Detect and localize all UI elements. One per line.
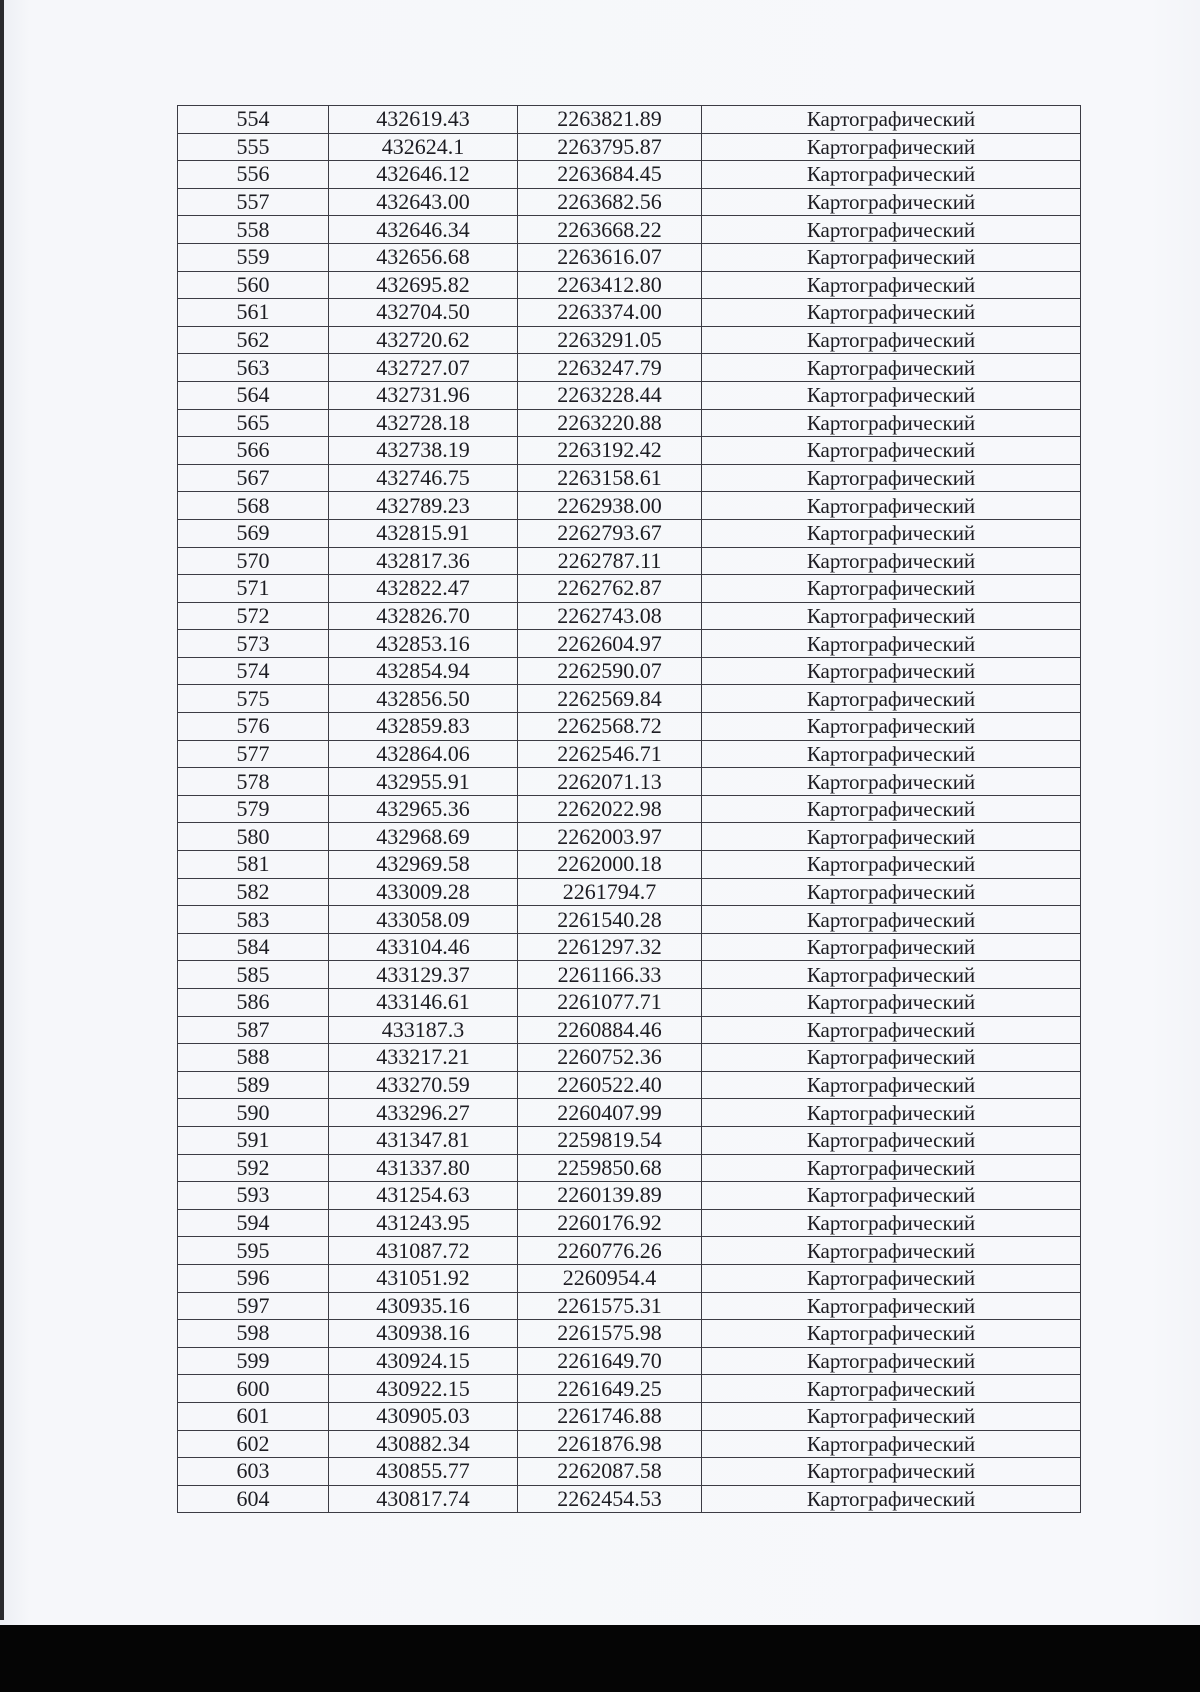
method-cell: Картографический [702,906,1081,934]
x-coordinate-cell: 430855.77 [329,1458,518,1486]
table-row [178,409,1081,437]
method-cell: Картографический [702,188,1081,216]
point-number-cell: 554 [178,106,329,134]
table-row [178,1099,1081,1127]
table-row [178,161,1081,189]
x-coordinate-cell: 432826.70 [329,602,518,630]
y-coordinate-cell: 2261794.7 [518,878,702,906]
table-row [178,519,1081,547]
point-number-cell: 576 [178,713,329,741]
method-cell: Картографический [702,961,1081,989]
x-coordinate-cell: 430924.15 [329,1347,518,1375]
x-coordinate-cell: 432817.36 [329,547,518,575]
y-coordinate-cell: 2260884.46 [518,1016,702,1044]
method-cell: Картографический [702,1154,1081,1182]
method-cell: Картографический [702,1182,1081,1210]
x-coordinate-cell: 433187.3 [329,1016,518,1044]
table-row [178,1485,1081,1513]
x-coordinate-cell: 432646.12 [329,161,518,189]
y-coordinate-cell: 2262022.98 [518,795,702,823]
x-coordinate-cell: 432789.23 [329,492,518,520]
scan-left-edge [0,0,4,1620]
y-coordinate-cell: 2262546.71 [518,740,702,768]
table-row [178,989,1081,1017]
method-cell: Картографический [702,133,1081,161]
point-number-cell: 598 [178,1320,329,1348]
method-cell: Картографический [702,630,1081,658]
point-number-cell: 574 [178,657,329,685]
method-cell: Картографический [702,216,1081,244]
y-coordinate-cell: 2263616.07 [518,243,702,271]
x-coordinate-cell: 432856.50 [329,685,518,713]
table-row [178,243,1081,271]
point-number-cell: 581 [178,851,329,879]
x-coordinate-cell: 432738.19 [329,437,518,465]
table-row [178,740,1081,768]
y-coordinate-cell: 2261649.25 [518,1375,702,1403]
table-row [178,1044,1081,1072]
y-coordinate-cell: 2262938.00 [518,492,702,520]
table-row [178,1292,1081,1320]
point-number-cell: 597 [178,1292,329,1320]
method-cell: Картографический [702,1320,1081,1348]
method-cell: Картографический [702,1237,1081,1265]
point-number-cell: 584 [178,933,329,961]
y-coordinate-cell: 2260752.36 [518,1044,702,1072]
point-number-cell: 587 [178,1016,329,1044]
method-cell: Картографический [702,713,1081,741]
point-number-cell: 557 [178,188,329,216]
table-row [178,878,1081,906]
method-cell: Картографический [702,1402,1081,1430]
method-cell: Картографический [702,933,1081,961]
method-cell: Картографический [702,878,1081,906]
x-coordinate-cell: 432853.16 [329,630,518,658]
y-coordinate-cell: 2261166.33 [518,961,702,989]
table-row [178,1458,1081,1486]
point-number-cell: 591 [178,1126,329,1154]
y-coordinate-cell: 2263795.87 [518,133,702,161]
point-number-cell: 578 [178,768,329,796]
point-number-cell: 588 [178,1044,329,1072]
table-row [178,795,1081,823]
method-cell: Картографический [702,602,1081,630]
method-cell: Картографический [702,1375,1081,1403]
y-coordinate-cell: 2260954.4 [518,1264,702,1292]
y-coordinate-cell: 2261575.31 [518,1292,702,1320]
table-row [178,299,1081,327]
table-row [178,464,1081,492]
y-coordinate-cell: 2262569.84 [518,685,702,713]
table-row [178,961,1081,989]
method-cell: Картографический [702,326,1081,354]
method-cell: Картографический [702,768,1081,796]
y-coordinate-cell: 2262000.18 [518,851,702,879]
table-row [178,906,1081,934]
method-cell: Картографический [702,381,1081,409]
x-coordinate-cell: 432656.68 [329,243,518,271]
y-coordinate-cell: 2263228.44 [518,381,702,409]
point-number-cell: 585 [178,961,329,989]
point-number-cell: 558 [178,216,329,244]
y-coordinate-cell: 2263684.45 [518,161,702,189]
table-row [178,685,1081,713]
y-coordinate-cell: 2262003.97 [518,823,702,851]
x-coordinate-cell: 431254.63 [329,1182,518,1210]
method-cell: Картографический [702,1458,1081,1486]
y-coordinate-cell: 2261077.71 [518,989,702,1017]
table-row [178,437,1081,465]
method-cell: Картографический [702,271,1081,299]
x-coordinate-cell: 430817.74 [329,1485,518,1513]
method-cell: Картографический [702,1099,1081,1127]
scan-bottom-band [0,1625,1200,1692]
table-row [178,354,1081,382]
table-row [178,851,1081,879]
method-cell: Картографический [702,464,1081,492]
x-coordinate-cell: 432728.18 [329,409,518,437]
method-cell: Картографический [702,685,1081,713]
point-number-cell: 567 [178,464,329,492]
y-coordinate-cell: 2263247.79 [518,354,702,382]
y-coordinate-cell: 2260407.99 [518,1099,702,1127]
x-coordinate-cell: 432619.43 [329,106,518,134]
method-cell: Картографический [702,1485,1081,1513]
y-coordinate-cell: 2262762.87 [518,575,702,603]
point-number-cell: 589 [178,1071,329,1099]
table-row [178,1264,1081,1292]
point-number-cell: 586 [178,989,329,1017]
method-cell: Картографический [702,299,1081,327]
x-coordinate-cell: 433270.59 [329,1071,518,1099]
y-coordinate-cell: 2262793.67 [518,519,702,547]
table-row [178,1375,1081,1403]
method-cell: Картографический [702,492,1081,520]
x-coordinate-cell: 432720.62 [329,326,518,354]
point-number-cell: 555 [178,133,329,161]
x-coordinate-cell: 432646.34 [329,216,518,244]
table-row [178,326,1081,354]
method-cell: Картографический [702,354,1081,382]
x-coordinate-cell: 432968.69 [329,823,518,851]
table-row [178,1182,1081,1210]
method-cell: Картографический [702,1430,1081,1458]
x-coordinate-cell: 432815.91 [329,519,518,547]
x-coordinate-cell: 432969.58 [329,851,518,879]
x-coordinate-cell: 433146.61 [329,989,518,1017]
method-cell: Картографический [702,1071,1081,1099]
method-cell: Картографический [702,106,1081,134]
point-number-cell: 596 [178,1264,329,1292]
x-coordinate-cell: 433217.21 [329,1044,518,1072]
point-number-cell: 599 [178,1347,329,1375]
table-row [178,547,1081,575]
method-cell: Картографический [702,547,1081,575]
x-coordinate-cell: 430882.34 [329,1430,518,1458]
method-cell: Картографический [702,1347,1081,1375]
method-cell: Картографический [702,575,1081,603]
point-number-cell: 601 [178,1402,329,1430]
y-coordinate-cell: 2261297.32 [518,933,702,961]
point-number-cell: 583 [178,906,329,934]
y-coordinate-cell: 2261540.28 [518,906,702,934]
y-coordinate-cell: 2263192.42 [518,437,702,465]
point-number-cell: 569 [178,519,329,547]
y-coordinate-cell: 2263220.88 [518,409,702,437]
point-number-cell: 564 [178,381,329,409]
table-row [178,575,1081,603]
x-coordinate-cell: 433058.09 [329,906,518,934]
table-row [178,602,1081,630]
method-cell: Картографический [702,409,1081,437]
point-number-cell: 571 [178,575,329,603]
table-row [178,133,1081,161]
point-number-cell: 595 [178,1237,329,1265]
x-coordinate-cell: 432864.06 [329,740,518,768]
method-cell: Картографический [702,1292,1081,1320]
point-number-cell: 565 [178,409,329,437]
y-coordinate-cell: 2263412.80 [518,271,702,299]
table-row [178,630,1081,658]
method-cell: Картографический [702,1126,1081,1154]
y-coordinate-cell: 2262071.13 [518,768,702,796]
y-coordinate-cell: 2263668.22 [518,216,702,244]
table-row [178,381,1081,409]
point-number-cell: 561 [178,299,329,327]
table-row [178,1016,1081,1044]
y-coordinate-cell: 2259819.54 [518,1126,702,1154]
table-row [178,823,1081,851]
point-number-cell: 604 [178,1485,329,1513]
point-number-cell: 590 [178,1099,329,1127]
x-coordinate-cell: 431087.72 [329,1237,518,1265]
point-number-cell: 580 [178,823,329,851]
x-coordinate-cell: 432965.36 [329,795,518,823]
y-coordinate-cell: 2260776.26 [518,1237,702,1265]
point-number-cell: 560 [178,271,329,299]
table-row [178,1320,1081,1348]
table-row [178,1126,1081,1154]
x-coordinate-cell: 432704.50 [329,299,518,327]
x-coordinate-cell: 432731.96 [329,381,518,409]
x-coordinate-cell: 432955.91 [329,768,518,796]
x-coordinate-cell: 433296.27 [329,1099,518,1127]
table-row [178,657,1081,685]
method-cell: Картографический [702,1209,1081,1237]
method-cell: Картографический [702,795,1081,823]
y-coordinate-cell: 2262604.97 [518,630,702,658]
table-row [178,188,1081,216]
table-row [178,933,1081,961]
point-number-cell: 572 [178,602,329,630]
x-coordinate-cell: 432624.1 [329,133,518,161]
point-number-cell: 582 [178,878,329,906]
point-number-cell: 568 [178,492,329,520]
x-coordinate-cell: 430935.16 [329,1292,518,1320]
table-row [178,216,1081,244]
x-coordinate-cell: 432746.75 [329,464,518,492]
y-coordinate-cell: 2260139.89 [518,1182,702,1210]
y-coordinate-cell: 2263291.05 [518,326,702,354]
table-row [178,1347,1081,1375]
point-number-cell: 600 [178,1375,329,1403]
x-coordinate-cell: 432727.07 [329,354,518,382]
y-coordinate-cell: 2260522.40 [518,1071,702,1099]
y-coordinate-cell: 2263374.00 [518,299,702,327]
table-row [178,106,1081,134]
method-cell: Картографический [702,1044,1081,1072]
y-coordinate-cell: 2262087.58 [518,1458,702,1486]
y-coordinate-cell: 2262787.11 [518,547,702,575]
y-coordinate-cell: 2261746.88 [518,1402,702,1430]
y-coordinate-cell: 2263158.61 [518,464,702,492]
table-row [178,1209,1081,1237]
x-coordinate-cell: 433009.28 [329,878,518,906]
point-number-cell: 592 [178,1154,329,1182]
point-number-cell: 562 [178,326,329,354]
table-row [178,1071,1081,1099]
x-coordinate-cell: 431337.80 [329,1154,518,1182]
point-number-cell: 563 [178,354,329,382]
point-number-cell: 575 [178,685,329,713]
x-coordinate-cell: 430922.15 [329,1375,518,1403]
coordinates-table [177,105,1081,1513]
point-number-cell: 602 [178,1430,329,1458]
method-cell: Картографический [702,1016,1081,1044]
point-number-cell: 594 [178,1209,329,1237]
x-coordinate-cell: 432822.47 [329,575,518,603]
point-number-cell: 593 [178,1182,329,1210]
x-coordinate-cell: 433104.46 [329,933,518,961]
x-coordinate-cell: 431243.95 [329,1209,518,1237]
method-cell: Картографический [702,437,1081,465]
point-number-cell: 566 [178,437,329,465]
point-number-cell: 573 [178,630,329,658]
y-coordinate-cell: 2260176.92 [518,1209,702,1237]
x-coordinate-cell: 432643.00 [329,188,518,216]
method-cell: Картографический [702,740,1081,768]
y-coordinate-cell: 2262590.07 [518,657,702,685]
y-coordinate-cell: 2261575.98 [518,1320,702,1348]
point-number-cell: 556 [178,161,329,189]
y-coordinate-cell: 2261876.98 [518,1430,702,1458]
table-row [178,713,1081,741]
method-cell: Картографический [702,989,1081,1017]
x-coordinate-cell: 432859.83 [329,713,518,741]
y-coordinate-cell: 2262743.08 [518,602,702,630]
x-coordinate-cell: 432854.94 [329,657,518,685]
x-coordinate-cell: 430938.16 [329,1320,518,1348]
y-coordinate-cell: 2263682.56 [518,188,702,216]
y-coordinate-cell: 2262568.72 [518,713,702,741]
y-coordinate-cell: 2263821.89 [518,106,702,134]
table-row [178,1402,1081,1430]
point-number-cell: 579 [178,795,329,823]
method-cell: Картографический [702,161,1081,189]
table-row [178,1154,1081,1182]
table-row [178,1237,1081,1265]
point-number-cell: 559 [178,243,329,271]
table-row [178,1430,1081,1458]
method-cell: Картографический [702,243,1081,271]
point-number-cell: 570 [178,547,329,575]
y-coordinate-cell: 2261649.70 [518,1347,702,1375]
method-cell: Картографический [702,519,1081,547]
x-coordinate-cell: 433129.37 [329,961,518,989]
point-number-cell: 603 [178,1458,329,1486]
y-coordinate-cell: 2262454.53 [518,1485,702,1513]
x-coordinate-cell: 430905.03 [329,1402,518,1430]
method-cell: Картографический [702,823,1081,851]
method-cell: Картографический [702,851,1081,879]
point-number-cell: 577 [178,740,329,768]
table-row [178,271,1081,299]
x-coordinate-cell: 431051.92 [329,1264,518,1292]
table-row [178,492,1081,520]
y-coordinate-cell: 2259850.68 [518,1154,702,1182]
table-row [178,768,1081,796]
coordinates-table-body [178,106,1081,1513]
method-cell: Картографический [702,1264,1081,1292]
x-coordinate-cell: 432695.82 [329,271,518,299]
x-coordinate-cell: 431347.81 [329,1126,518,1154]
method-cell: Картографический [702,657,1081,685]
